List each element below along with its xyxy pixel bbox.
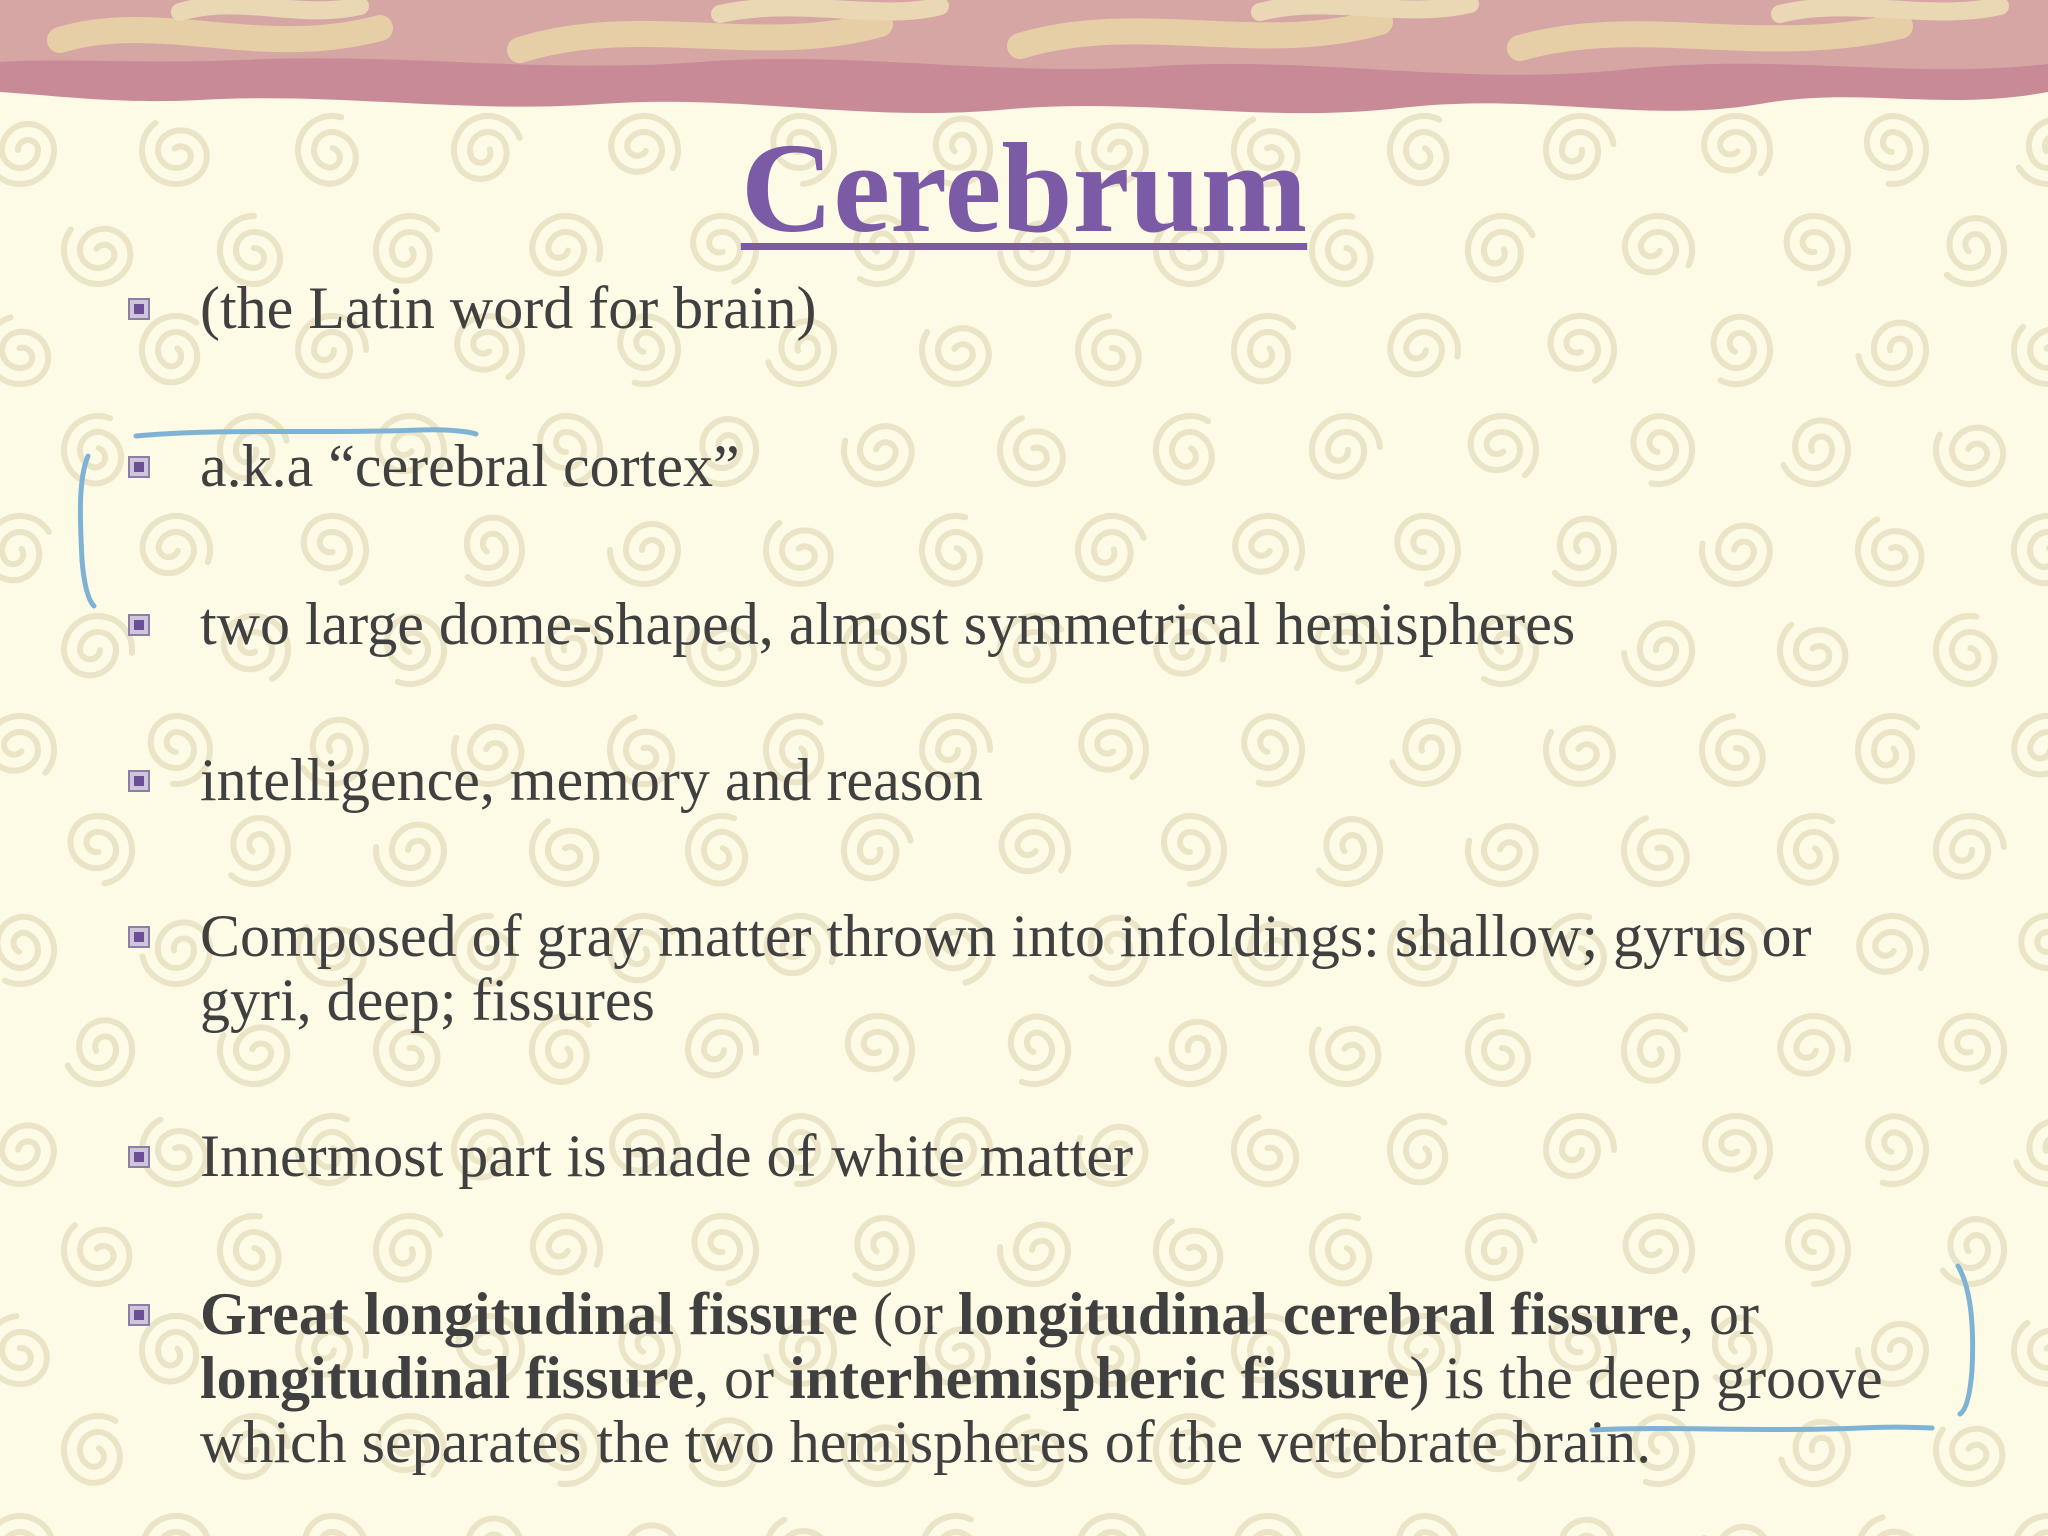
bullet-item	[200, 592, 1920, 656]
bullet-text: intelligence, memory and reason	[200, 747, 984, 813]
bullet-text: a.k.a “cerebral cortex”	[200, 433, 740, 499]
square-bullet-icon	[126, 454, 152, 480]
bullet-text-bold: longitudinal cerebral fissure	[957, 1281, 1679, 1347]
bullet-text: (the Latin word for brain)	[200, 275, 817, 341]
square-bullet-icon	[126, 768, 152, 794]
bullet-item	[200, 1282, 1900, 1474]
bullet-item	[200, 434, 1920, 498]
bullet-item	[200, 904, 1920, 1032]
bullet-item	[200, 276, 1920, 340]
bullet-text: , or	[694, 1345, 790, 1411]
bullet-text: ) is the deep groove which separates the two hemispheres of the vertebrate brain.	[200, 1345, 1883, 1475]
bullet-text: two large dome-shaped, almost symmetrical hemispheres	[200, 591, 1576, 657]
square-bullet-icon	[126, 924, 152, 950]
square-bullet-icon	[126, 1302, 152, 1328]
bullet-text-bold: longitudinal fissure	[200, 1345, 695, 1411]
bullet-text: , or	[1679, 1281, 1759, 1347]
square-bullet-icon	[126, 612, 152, 638]
bullet-item	[200, 748, 1920, 812]
bullet-text: Innermost part is made of white matter	[200, 1123, 1134, 1189]
bullet-item	[200, 1124, 1920, 1188]
square-bullet-icon	[126, 296, 152, 322]
slide-title-text: Cerebrum	[740, 117, 1308, 259]
bullet-text: (or	[857, 1281, 958, 1347]
bullet-rich-text	[200, 1281, 1883, 1475]
bullet-text-bold: Great longitudinal fissure	[200, 1281, 858, 1347]
square-bullet-icon	[126, 1144, 152, 1170]
bullet-text-bold: interhemispheric fissure	[789, 1345, 1410, 1411]
bullet-text: Composed of gray matter thrown into infoldings: shallow; gyrus or gyri, deep; fissures	[200, 903, 1812, 1033]
